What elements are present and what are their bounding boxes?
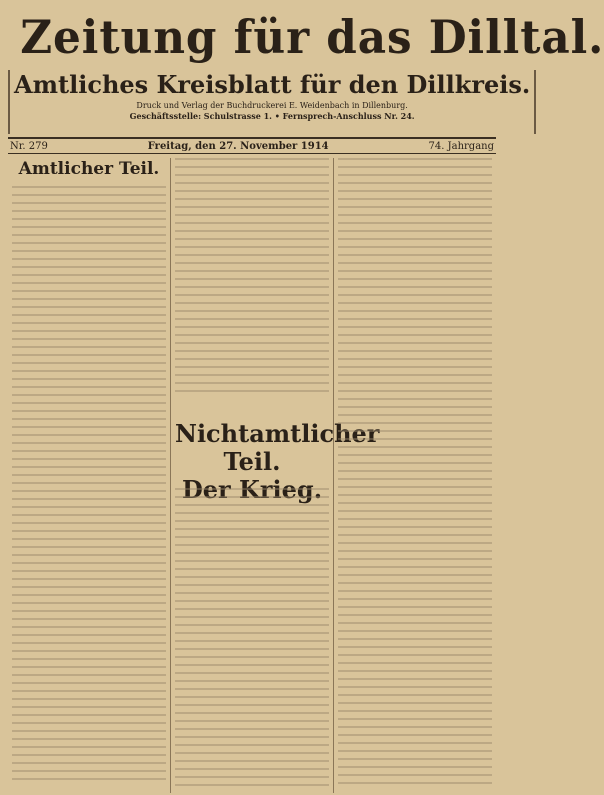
text-line-placeholder (12, 666, 166, 668)
text-line-placeholder (12, 346, 166, 348)
text-line-placeholder (12, 730, 166, 732)
text-line-placeholder (338, 726, 492, 728)
right-notice-box (534, 70, 536, 134)
text-line-placeholder (12, 274, 166, 276)
text-line-placeholder (175, 302, 329, 304)
text-line-placeholder (338, 238, 492, 240)
text-line-placeholder (338, 198, 492, 200)
issue-number: Nr. 279 (10, 140, 48, 152)
issue-date: Freitag, den 27. November 1914 (147, 140, 329, 152)
masthead: Zeitung für das Dilltal. (20, 10, 604, 64)
text-line-placeholder (12, 578, 166, 580)
text-line-placeholder (12, 194, 166, 196)
text-line-placeholder (12, 506, 166, 508)
text-line-placeholder (12, 458, 166, 460)
text-line-placeholder (338, 286, 492, 288)
text-line-placeholder (175, 536, 329, 538)
column-2 (170, 158, 380, 793)
text-line-placeholder (12, 714, 166, 716)
text-line-placeholder (12, 554, 166, 556)
text-line-placeholder (175, 712, 329, 714)
text-line-placeholder (338, 230, 492, 232)
text-line-placeholder (338, 550, 492, 552)
text-line-placeholder (175, 648, 329, 650)
text-line-placeholder (175, 222, 329, 224)
text-line-placeholder (338, 222, 492, 224)
text-line-placeholder (175, 720, 329, 722)
text-line-placeholder (175, 736, 329, 738)
text-line-placeholder (338, 334, 492, 336)
text-line-placeholder (12, 474, 166, 476)
text-line-placeholder (338, 542, 492, 544)
text-line-placeholder (175, 158, 329, 160)
text-line-placeholder (175, 592, 329, 594)
text-line-placeholder (338, 190, 492, 192)
text-line-placeholder (175, 752, 329, 754)
text-line-placeholder (175, 640, 329, 642)
text-line-placeholder (175, 262, 329, 264)
text-line-placeholder (175, 358, 329, 360)
text-line-placeholder (12, 290, 166, 292)
official-section-title: Amtlicher Teil. (18, 159, 160, 179)
text-line-placeholder (175, 664, 329, 666)
text-line-placeholder (175, 728, 329, 730)
text-line-placeholder (338, 518, 492, 520)
text-line-placeholder (12, 530, 166, 532)
text-line-placeholder (12, 498, 166, 500)
text-line-placeholder (338, 454, 492, 456)
text-line-placeholder (12, 594, 166, 596)
text-line-placeholder (338, 534, 492, 536)
text-line-placeholder (12, 242, 166, 244)
text-line-placeholder (175, 488, 329, 490)
text-line-placeholder (338, 318, 492, 320)
text-line-placeholder (12, 322, 166, 324)
text-line-placeholder (12, 218, 166, 220)
text-line-placeholder (338, 470, 492, 472)
center-header (10, 70, 534, 134)
text-line-placeholder (175, 528, 329, 530)
text-line-placeholder (338, 182, 492, 184)
text-line-placeholder (338, 758, 492, 760)
text-line-placeholder (175, 334, 329, 336)
text-line-placeholder (338, 678, 492, 680)
text-line-placeholder (12, 314, 166, 316)
office-line: Geschäftsstelle: Schulstrasse 1. • Fernsprech-Anschluss Nr. 24. (129, 111, 415, 121)
text-line-placeholder (338, 478, 492, 480)
text-line-placeholder (338, 270, 492, 272)
text-line-placeholder (338, 438, 492, 440)
text-line-placeholder (338, 366, 492, 368)
column-2-text-bottom (175, 488, 329, 793)
text-line-placeholder (12, 778, 166, 780)
text-line-placeholder (175, 374, 329, 376)
text-line-placeholder (338, 414, 492, 416)
text-line-placeholder (338, 662, 492, 664)
text-line-placeholder (338, 654, 492, 656)
text-line-placeholder (338, 606, 492, 608)
text-line-placeholder (12, 394, 166, 396)
text-line-placeholder (338, 430, 492, 432)
text-line-placeholder (12, 410, 166, 412)
text-line-placeholder (175, 696, 329, 698)
text-line-placeholder (338, 622, 492, 624)
column-1-text (12, 186, 166, 793)
text-line-placeholder (175, 688, 329, 690)
text-line-placeholder (175, 584, 329, 586)
dateline (8, 137, 496, 154)
text-line-placeholder (175, 238, 329, 240)
text-line-placeholder (338, 510, 492, 512)
text-line-placeholder (338, 166, 492, 168)
text-line-placeholder (175, 198, 329, 200)
text-line-placeholder (175, 552, 329, 554)
text-line-placeholder (338, 358, 492, 360)
text-line-placeholder (12, 282, 166, 284)
text-line-placeholder (12, 234, 166, 236)
text-line-placeholder (175, 784, 329, 786)
text-line-placeholder (338, 574, 492, 576)
text-line-placeholder (175, 576, 329, 578)
text-line-placeholder (338, 566, 492, 568)
text-line-placeholder (12, 514, 166, 516)
text-line-placeholder (175, 190, 329, 192)
text-line-placeholder (338, 342, 492, 344)
text-line-placeholder (175, 382, 329, 384)
text-line-placeholder (12, 522, 166, 524)
text-line-placeholder (12, 258, 166, 260)
text-line-placeholder (175, 166, 329, 168)
text-line-placeholder (338, 158, 492, 160)
text-line-placeholder (12, 298, 166, 300)
text-line-placeholder (338, 446, 492, 448)
text-line-placeholder (175, 680, 329, 682)
text-line-placeholder (338, 406, 492, 408)
text-line-placeholder (175, 744, 329, 746)
columns (8, 158, 496, 793)
text-line-placeholder (338, 774, 492, 776)
text-line-placeholder (338, 694, 492, 696)
text-line-placeholder (12, 226, 166, 228)
text-line-placeholder (338, 702, 492, 704)
text-line-placeholder (175, 174, 329, 176)
text-line-placeholder (12, 266, 166, 268)
text-line-placeholder (175, 608, 329, 610)
unofficial-section-title: Nichtamtlicher Teil. (175, 419, 380, 476)
subtitle: Amtliches Kreisblatt für den Dillkreis. (14, 70, 531, 99)
text-line-placeholder (338, 326, 492, 328)
text-line-placeholder (175, 350, 329, 352)
text-line-placeholder (175, 366, 329, 368)
text-line-placeholder (338, 390, 492, 392)
text-line-placeholder (12, 490, 166, 492)
text-line-placeholder (175, 390, 329, 392)
text-line-placeholder (175, 560, 329, 562)
text-line-placeholder (12, 538, 166, 540)
text-line-placeholder (338, 294, 492, 296)
text-line-placeholder (338, 782, 492, 784)
text-line-placeholder (175, 246, 329, 248)
text-line-placeholder (338, 686, 492, 688)
text-line-placeholder (338, 494, 492, 496)
text-line-placeholder (338, 486, 492, 488)
text-line-placeholder (338, 206, 492, 208)
text-line-placeholder (12, 370, 166, 372)
text-line-placeholder (12, 690, 166, 692)
text-line-placeholder (12, 546, 166, 548)
publisher-line: Druck und Verlag der Buchdruckerei E. Weidenbach in Dillenburg. (136, 101, 408, 110)
text-line-placeholder (12, 442, 166, 444)
text-line-placeholder (175, 318, 329, 320)
text-line-placeholder (175, 616, 329, 618)
text-line-placeholder (175, 254, 329, 256)
text-line-placeholder (338, 422, 492, 424)
text-line-placeholder (12, 378, 166, 380)
text-line-placeholder (175, 568, 329, 570)
text-line-placeholder (175, 206, 329, 208)
text-line-placeholder (338, 214, 492, 216)
text-line-placeholder (12, 746, 166, 748)
text-line-placeholder (12, 682, 166, 684)
text-line-placeholder (12, 722, 166, 724)
text-line-placeholder (12, 762, 166, 764)
text-line-placeholder (12, 674, 166, 676)
text-line-placeholder (175, 632, 329, 634)
text-line-placeholder (12, 186, 166, 188)
text-line-placeholder (175, 270, 329, 272)
text-line-placeholder (12, 602, 166, 604)
text-line-placeholder (175, 760, 329, 762)
text-line-placeholder (338, 398, 492, 400)
text-line-placeholder (12, 586, 166, 588)
text-line-placeholder (12, 386, 166, 388)
text-line-placeholder (175, 600, 329, 602)
war-section-title: Der Krieg. (181, 475, 323, 504)
text-line-placeholder (175, 768, 329, 770)
text-line-placeholder (12, 754, 166, 756)
text-line-placeholder (338, 526, 492, 528)
text-line-placeholder (175, 326, 329, 328)
text-line-placeholder (175, 520, 329, 522)
text-line-placeholder (338, 718, 492, 720)
text-line-placeholder (12, 426, 166, 428)
text-line-placeholder (338, 558, 492, 560)
text-line-placeholder (12, 330, 166, 332)
text-line-placeholder (175, 310, 329, 312)
text-line-placeholder (12, 482, 166, 484)
text-line-placeholder (175, 278, 329, 280)
text-line-placeholder (338, 310, 492, 312)
text-line-placeholder (12, 570, 166, 572)
text-line-placeholder (338, 382, 492, 384)
text-line-placeholder (12, 610, 166, 612)
text-line-placeholder (12, 634, 166, 636)
text-line-placeholder (338, 278, 492, 280)
text-line-placeholder (175, 182, 329, 184)
text-line-placeholder (338, 598, 492, 600)
text-line-placeholder (338, 638, 492, 640)
text-line-placeholder (12, 466, 166, 468)
text-line-placeholder (12, 338, 166, 340)
text-line-placeholder (338, 350, 492, 352)
text-line-placeholder (338, 614, 492, 616)
text-line-placeholder (338, 582, 492, 584)
text-line-placeholder (338, 670, 492, 672)
text-line-placeholder (338, 646, 492, 648)
text-line-placeholder (12, 658, 166, 660)
text-line-placeholder (338, 766, 492, 768)
text-line-placeholder (338, 462, 492, 464)
text-line-placeholder (12, 642, 166, 644)
column-1 (8, 158, 170, 793)
text-line-placeholder (175, 656, 329, 658)
text-line-placeholder (175, 704, 329, 706)
text-line-placeholder (12, 706, 166, 708)
text-line-placeholder (175, 672, 329, 674)
text-line-placeholder (338, 590, 492, 592)
text-line-placeholder (338, 742, 492, 744)
text-line-placeholder (338, 262, 492, 264)
text-line-placeholder (175, 214, 329, 216)
text-line-placeholder (175, 512, 329, 514)
text-line-placeholder (12, 418, 166, 420)
text-line-placeholder (175, 342, 329, 344)
text-line-placeholder (12, 450, 166, 452)
text-line-placeholder (12, 354, 166, 356)
text-line-placeholder (12, 362, 166, 364)
text-line-placeholder (175, 544, 329, 546)
text-line-placeholder (175, 230, 329, 232)
text-line-placeholder (175, 624, 329, 626)
column-3-text (338, 158, 492, 793)
text-line-placeholder (338, 630, 492, 632)
text-line-placeholder (175, 776, 329, 778)
text-line-placeholder (12, 618, 166, 620)
text-line-placeholder (12, 650, 166, 652)
text-line-placeholder (338, 750, 492, 752)
text-line-placeholder (338, 734, 492, 736)
text-line-placeholder (12, 402, 166, 404)
text-line-placeholder (338, 374, 492, 376)
text-line-placeholder (12, 202, 166, 204)
text-line-placeholder (12, 738, 166, 740)
text-line-placeholder (338, 246, 492, 248)
text-line-placeholder (338, 502, 492, 504)
text-line-placeholder (175, 496, 329, 498)
text-line-placeholder (338, 302, 492, 304)
text-line-placeholder (12, 306, 166, 308)
subheader-row (8, 70, 531, 134)
text-line-placeholder (12, 250, 166, 252)
text-line-placeholder (338, 254, 492, 256)
text-line-placeholder (175, 286, 329, 288)
text-line-placeholder (338, 710, 492, 712)
text-line-placeholder (12, 770, 166, 772)
volume-number: 74. Jahrgang (428, 140, 494, 152)
column-3 (333, 158, 496, 793)
text-line-placeholder (12, 562, 166, 564)
text-line-placeholder (338, 174, 492, 176)
text-line-placeholder (12, 626, 166, 628)
text-line-placeholder (175, 294, 329, 296)
column-2-text-top (175, 158, 329, 398)
text-line-placeholder (12, 210, 166, 212)
text-line-placeholder (175, 504, 329, 506)
text-line-placeholder (12, 698, 166, 700)
text-line-placeholder (12, 434, 166, 436)
